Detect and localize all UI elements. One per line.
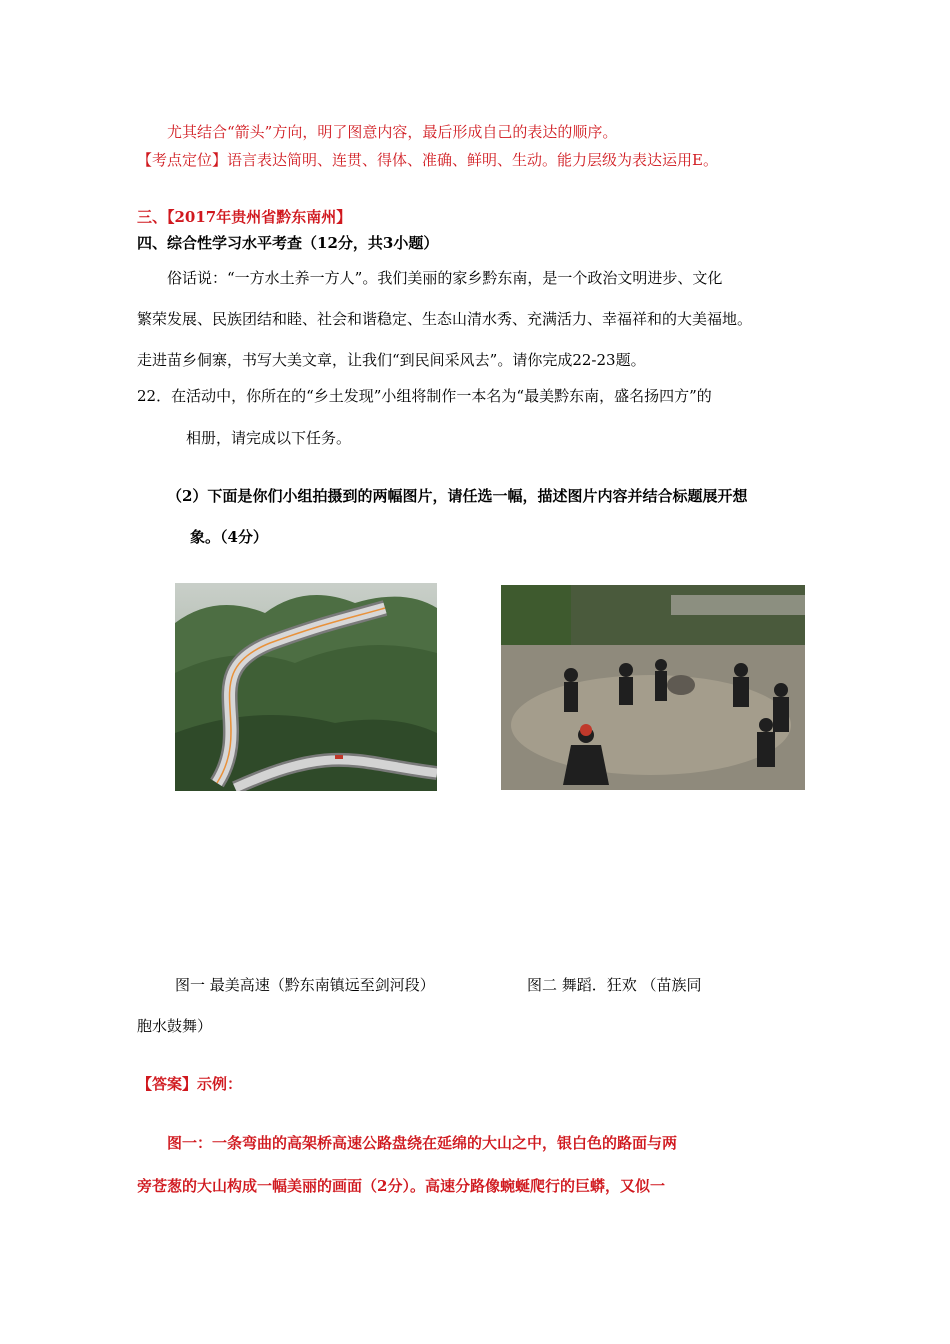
figure2-caption: 图二 舞蹈．狂欢 （苗族同: [527, 976, 702, 994]
intro-line1: 俗话说：“一方水土养一方人”。我们美丽的家乡黔东南，是一个政治文明进步、文化: [167, 269, 723, 287]
top-note-line2: 【考点定位】语言表达简明、连贯、得体、准确、鲜明、生动。能力层级为表达运用E。: [137, 151, 718, 169]
intro-line3: 走进苗乡侗寨，书写大美文章，让我们“到民间采风去”。请你完成22-23题。: [137, 351, 646, 369]
figure1-caption: 图一 最美高速（黔东南镇远至剑河段）: [175, 976, 435, 994]
figure2-caption-continued: 胞水鼓舞）: [137, 1017, 213, 1035]
subquestion2-line2: 象。（4分）: [190, 528, 268, 546]
answer-label: 【答案】示例：: [137, 1075, 243, 1093]
intro-line2: 繁荣发展、民族团结和睦、社会和谐稳定、生态山清水秀、充满活力、幸福祥和的大美福地。: [137, 310, 753, 328]
answer-line2: 旁苍葱的大山构成一幅美丽的画面（2分）。高速分路像蜿蜒爬行的巨蟒，又似一: [137, 1177, 665, 1195]
section4-heading: 四、综合性学习水平考查（12分，共3小题）: [137, 234, 439, 252]
water-drum-dance-photo: [501, 585, 805, 790]
question22-line2: 相册，请完成以下任务。: [186, 429, 352, 447]
section3-heading: 三、【2017年贵州省黔东南州】: [137, 208, 352, 226]
top-note-line1: 尤其结合“箭头”方向，明了图意内容，最后形成自己的表达的顺序。: [167, 123, 618, 141]
question22-line1: 22．在活动中，你所在的“乡土发现”小组将制作一本名为“最美黔东南，盛名扬四方”的: [137, 387, 712, 405]
answer-line1: 图一：一条弯曲的高架桥高速公路盘绕在延绵的大山之中，银白色的路面与两: [167, 1134, 678, 1152]
subquestion2-line1: （2）下面是你们小组拍摄到的两幅图片，请任选一幅，描述图片内容并结合标题展开想: [167, 487, 748, 505]
highway-photo: [175, 583, 437, 791]
